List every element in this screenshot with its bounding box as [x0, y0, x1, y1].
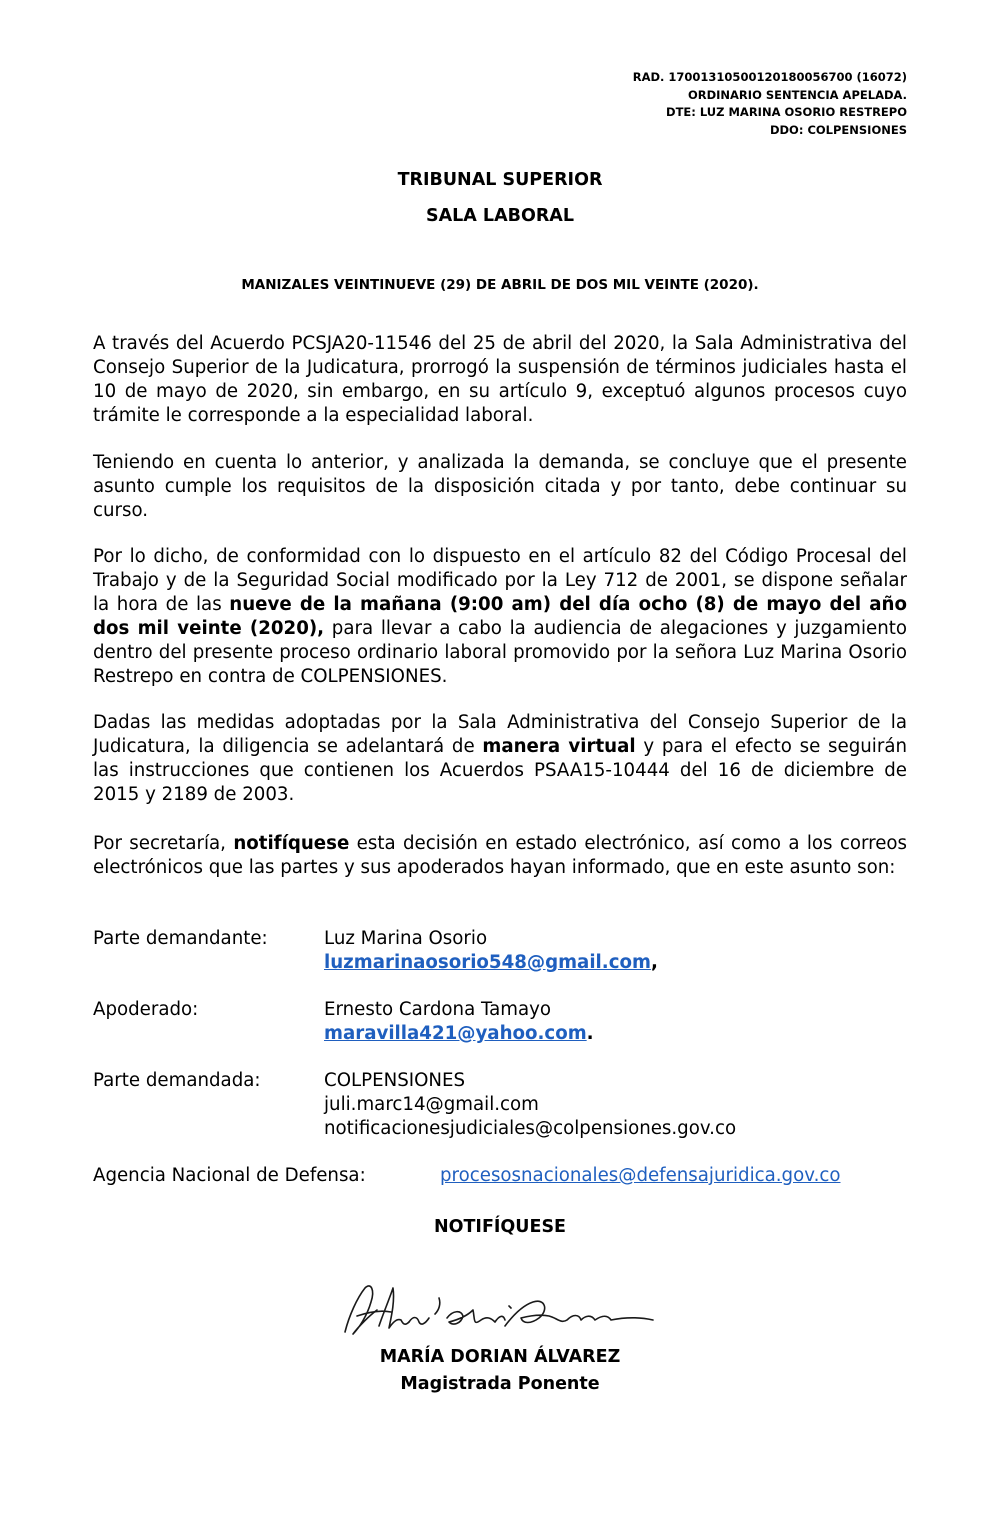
paragraph-notificacion-text-1: Por secretaría, — [93, 833, 234, 854]
paragraph-demanda: Teniendo en cuenta lo anterior, y analizada la demanda, se concluye que el presente asunto cumple los requisitos de la disposición citada y por tanto, debe continuar su curso. — [93, 452, 907, 521]
contact-label-demandada: Parte demandada: — [93, 1070, 261, 1091]
contact-label-demandante: Parte demandante: — [93, 928, 268, 949]
email-link-apoderado[interactable]: maravilla421@yahoo.com — [324, 1023, 587, 1044]
contact-apoderado-email-line — [324, 1022, 594, 1046]
contact-demandada-email-1: juli.marc14@gmail.com — [324, 1094, 539, 1115]
paragraph-notificacion-text-2: esta decisión en estado electrónico, así como a los correos electrónicos que las partes y sus apoderados hayan informado, que en este asunto son: — [93, 833, 907, 878]
court-name: TRIBUNAL SUPERIOR — [397, 170, 603, 190]
case-type: ORDINARIO SENTENCIA APELADA. — [687, 87, 907, 102]
paragraph-audiencia — [93, 545, 907, 689]
email-link-agencia[interactable]: procesosnacionales@defensajuridica.gov.co — [440, 1165, 841, 1186]
paragraph-audiencia-date: nueve de la mañana (9:00 am) del día ocho (8) de mayo del año dos mil veinte (2020), — [93, 594, 908, 639]
case-defendant: DDO: COLPENSIONES — [769, 122, 907, 137]
contact-apoderado-suffix: . — [586, 1023, 594, 1044]
paragraph-virtual-bold: manera virtual — [482, 736, 636, 757]
contact-apoderado-name: Ernesto Cardona Tamayo — [324, 999, 552, 1020]
paragraph-audiencia-text-1: Por lo dicho, de conformidad con lo dispuesto en el artículo 82 del Código Procesal del Trabajo y de la Seguridad Social modificado por la Ley 712 de 2001, se dispone señalar la hora de las — [93, 546, 907, 615]
paragraph-virtual-text-2: y para el efecto se seguirán las instrucciones que contienen los Acuerdos PSAA15-10444 del 16 de diciembre de 2015 y 2189 de 2003. — [93, 736, 907, 805]
court-chamber: SALA LABORAL — [425, 206, 574, 226]
signer-name: MARÍA DORIAN ÁLVAREZ — [379, 1347, 621, 1367]
paragraph-notificacion — [93, 832, 907, 880]
contact-label-apoderado: Apoderado: — [93, 999, 199, 1020]
paragraph-acuerdo: A través del Acuerdo PCSJA20-11546 del 25 de abril del 2020, la Sala Administrativa del Consejo Superior de la Judicatura, prorrogó la suspensión de términos judiciales hasta el 10 de mayo de 2020, sin embargo, en su artículo 9, exceptuó algunos procesos cuyo trámite le corresponde a la especialidad laboral. — [93, 333, 907, 426]
email-link-demandante[interactable]: luzmarinaosorio548@gmail.com — [324, 952, 651, 973]
document-date: MANIZALES VEINTINUEVE (29) DE ABRIL DE DOS MIL VEINTE (2020). — [241, 277, 759, 293]
contact-demandante — [324, 927, 658, 975]
paragraph-virtual-text-1: Dadas las medidas adoptadas por la Sala Administrativa del Consejo Superior de la Judicatura, la diligencia se adelantará de — [93, 712, 907, 757]
contact-apoderado — [324, 998, 594, 1046]
contact-demandada — [324, 1069, 736, 1141]
handwritten-signature — [335, 1276, 665, 1346]
contact-demandada-email-2: notificacionesjudiciales@colpensiones.gov.co — [324, 1118, 737, 1139]
contact-demandante-suffix: , — [650, 952, 658, 973]
signer-role: Magistrada Ponente — [400, 1374, 600, 1394]
case-plaintiff: DTE: LUZ MARINA OSORIO RESTREPO — [666, 105, 907, 119]
paragraph-audiencia-text-2: para llevar a cabo la audiencia de alegaciones y juzgamiento dentro del presente proceso ordinario laboral promovido por la señora Luz Marina Osorio Restrepo en contra de COLPENSIONES. — [93, 618, 907, 687]
paragraph-notificacion-bold: notifíquese — [233, 833, 350, 854]
case-radicado: RAD. 17001310500120180056700 (16072) — [632, 70, 907, 84]
contact-demandante-name: Luz Marina Osorio — [324, 928, 488, 949]
notify-heading: NOTIFÍQUESE — [433, 1217, 567, 1237]
case-header — [307, 69, 907, 139]
contact-label-agencia: Agencia Nacional de Defensa: — [93, 1165, 366, 1186]
contact-demandante-email-line — [324, 951, 658, 975]
contact-demandada-name: COLPENSIONES — [324, 1070, 466, 1091]
paragraph-virtual — [93, 711, 907, 807]
